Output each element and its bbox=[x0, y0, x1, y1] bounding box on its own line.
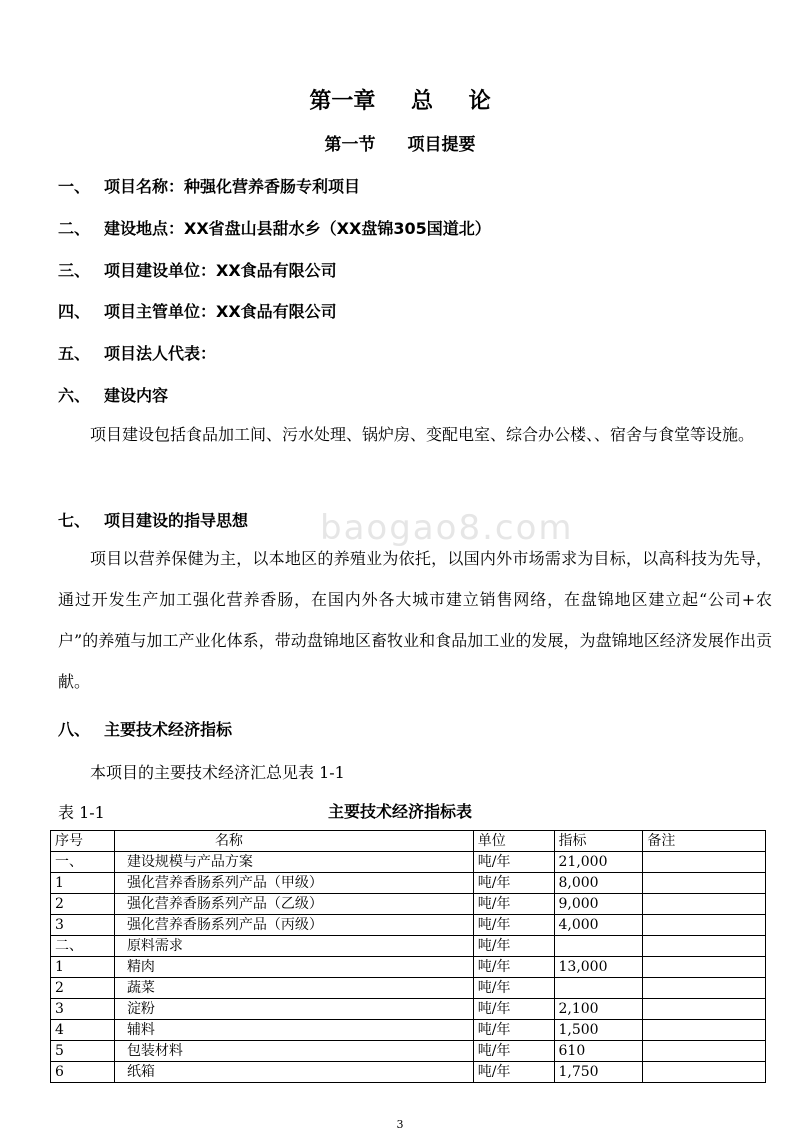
table-cell: 吨/年 bbox=[473, 1041, 554, 1062]
table-cell bbox=[554, 936, 643, 957]
table-row bbox=[51, 894, 766, 915]
table-row bbox=[51, 1062, 766, 1083]
heading-text: 项目建设的指导思想 bbox=[104, 511, 249, 530]
chapter-title: 第一章 总 论 bbox=[309, 89, 491, 114]
paragraph-guiding-ideology: 项目以营养保健为主，以本地区的养殖业为依托，以国内外市场需求为目标，以高科技为先导，通过开发生产加工强化营养香肠，在国内外各大城市建立销售网络，在盘锦地区建立起“公司+农户”的养殖与加工产业化体系，带动盘锦地区畜牧业和食品加工业的发展，为盘锦地区经济发展作出贡献。 bbox=[58, 549, 772, 691]
table-row bbox=[51, 1020, 766, 1041]
table-cell: 8,000 bbox=[554, 873, 643, 894]
table-title: 主要技术经济指标表 bbox=[327, 802, 472, 821]
table-cell: 包装材料 bbox=[114, 1041, 473, 1062]
watermark: baogao8.com bbox=[320, 508, 574, 548]
table-header-cell: 备注 bbox=[643, 831, 766, 852]
table-cell bbox=[643, 999, 766, 1020]
heading-number: 八、 bbox=[58, 720, 91, 739]
table-cell bbox=[643, 1020, 766, 1041]
heading-text: 主要技术经济指标 bbox=[104, 720, 233, 739]
table-cell: 吨/年 bbox=[473, 915, 554, 936]
table-cell: 3 bbox=[51, 915, 115, 936]
heading-3 bbox=[58, 258, 337, 281]
table-cell: 9,000 bbox=[554, 894, 643, 915]
table-cell: 1 bbox=[51, 957, 115, 978]
heading-5 bbox=[58, 341, 216, 364]
table-row bbox=[51, 978, 766, 999]
heading-number: 二、 bbox=[58, 219, 91, 238]
table-cell: 原料需求 bbox=[114, 936, 473, 957]
table-header-row bbox=[51, 831, 766, 852]
table-cell: 强化营养香肠系列产品（乙级） bbox=[114, 894, 473, 915]
table-row bbox=[51, 1041, 766, 1062]
heading-text: 项目法人代表： bbox=[104, 344, 217, 363]
table-cell bbox=[643, 1041, 766, 1062]
table-cell: 二、 bbox=[51, 936, 115, 957]
heading-text: 建设内容 bbox=[104, 386, 169, 405]
indicators-table bbox=[50, 830, 766, 1083]
table-cell bbox=[643, 873, 766, 894]
table-cell: 蔬菜 bbox=[114, 978, 473, 999]
table-cell bbox=[554, 978, 643, 999]
table-cell: 5 bbox=[51, 1041, 115, 1062]
table-header-cell: 序号 bbox=[51, 831, 115, 852]
heading-7 bbox=[58, 508, 248, 531]
heading-number: 一、 bbox=[58, 177, 91, 196]
page-number: 3 bbox=[396, 1118, 404, 1131]
table-cell: 吨/年 bbox=[473, 936, 554, 957]
heading-8 bbox=[58, 717, 232, 740]
paragraph-summary-reference: 本项目的主要技术经济汇总见表 1-1 bbox=[90, 763, 345, 782]
table-cell: 2,100 bbox=[554, 999, 643, 1020]
table-cell bbox=[643, 915, 766, 936]
table-cell: 6 bbox=[51, 1062, 115, 1083]
table-row bbox=[51, 936, 766, 957]
paragraph-construction-content: 项目建设包括食品加工间、污水处理、锅炉房、变配电室、综合办公楼、、宿舍与食堂等设施。 bbox=[90, 425, 755, 444]
table-cell: 吨/年 bbox=[473, 1062, 554, 1083]
table-cell: 1,750 bbox=[554, 1062, 643, 1083]
table-cell: 2 bbox=[51, 978, 115, 999]
table-header-cell: 名称 bbox=[114, 831, 473, 852]
table-cell: 吨/年 bbox=[473, 999, 554, 1020]
table-header-cell: 指标 bbox=[554, 831, 643, 852]
table-cell: 吨/年 bbox=[473, 894, 554, 915]
table-cell: 精肉 bbox=[114, 957, 473, 978]
table-cell: 3 bbox=[51, 999, 115, 1020]
heading-number: 三、 bbox=[58, 261, 91, 280]
table-cell: 淀粉 bbox=[114, 999, 473, 1020]
table-cell: 21,000 bbox=[554, 852, 643, 873]
table-cell: 吨/年 bbox=[473, 852, 554, 873]
table-row bbox=[51, 999, 766, 1020]
heading-number: 七、 bbox=[58, 511, 91, 530]
table-cell bbox=[643, 978, 766, 999]
table-cell: 辅料 bbox=[114, 1020, 473, 1041]
heading-text: 项目主管单位：XX食品有限公司 bbox=[104, 302, 337, 321]
table-cell: 吨/年 bbox=[473, 873, 554, 894]
table-cell: 13,000 bbox=[554, 957, 643, 978]
table-cell bbox=[643, 894, 766, 915]
table-cell: 吨/年 bbox=[473, 1020, 554, 1041]
table-cell bbox=[643, 936, 766, 957]
section-title: 第一节 项目提要 bbox=[324, 135, 476, 155]
table-cell: 610 bbox=[554, 1041, 643, 1062]
table-header-cell: 单位 bbox=[473, 831, 554, 852]
table-cell: 纸箱 bbox=[114, 1062, 473, 1083]
table-cell bbox=[643, 852, 766, 873]
table-cell: 吨/年 bbox=[473, 978, 554, 999]
heading-number: 四、 bbox=[58, 302, 91, 321]
table-cell: 2 bbox=[51, 894, 115, 915]
table-row bbox=[51, 915, 766, 936]
table-cell: 一、 bbox=[51, 852, 115, 873]
heading-text: 项目建设单位：XX食品有限公司 bbox=[104, 261, 337, 280]
table-row bbox=[51, 873, 766, 894]
heading-number: 六、 bbox=[58, 386, 91, 405]
table-cell: 4,000 bbox=[554, 915, 643, 936]
table-cell: 4 bbox=[51, 1020, 115, 1041]
table-cell bbox=[643, 1062, 766, 1083]
table-cell: 建设规模与产品方案 bbox=[114, 852, 473, 873]
heading-number: 五、 bbox=[58, 344, 91, 363]
heading-1 bbox=[58, 174, 360, 197]
heading-text: 项目名称：种强化营养香肠专利项目 bbox=[104, 177, 361, 196]
table-cell: 1 bbox=[51, 873, 115, 894]
table-row bbox=[51, 957, 766, 978]
table-cell bbox=[643, 957, 766, 978]
table-cell: 1,500 bbox=[554, 1020, 643, 1041]
heading-text: 建设地点：XX省盘山县甜水乡（XX盘锦305国道北） bbox=[104, 219, 491, 238]
table-row bbox=[51, 852, 766, 873]
heading-6 bbox=[58, 383, 168, 406]
table-cell: 强化营养香肠系列产品（甲级） bbox=[114, 873, 473, 894]
table-cell: 强化营养香肠系列产品（丙级） bbox=[114, 915, 473, 936]
table-label: 表 1-1 bbox=[58, 803, 105, 822]
heading-2 bbox=[58, 216, 491, 239]
table-cell: 吨/年 bbox=[473, 957, 554, 978]
heading-4 bbox=[58, 299, 337, 322]
